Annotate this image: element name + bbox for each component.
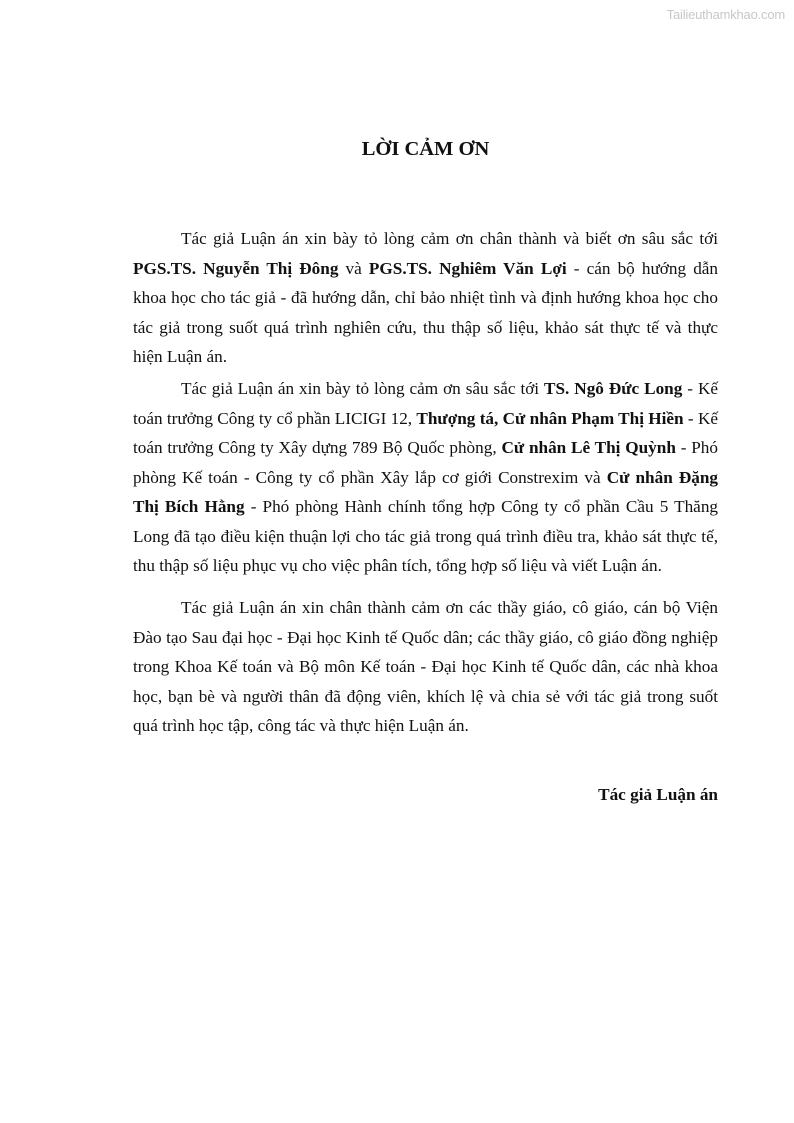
text-segment: Tác giả Luận án xin bày tỏ lòng cảm ơn chân thành và biết ơn sâu sắc tới [181,229,718,248]
text-segment: Tác giả Luận án xin bày tỏ lòng cảm ơn sâu sắc tới [181,379,545,398]
person-name: Cử nhân Lê Thị Quỳnh [501,438,676,457]
paragraph-institution [133,593,718,741]
text-segment: - Kế toán trưởng Công ty Xây dựng 789 Bộ Quốc phòng, [133,408,718,457]
text-segment: - Phó phòng Kế toán - Công ty cổ phần Xây lắp cơ giới Constrexim và [133,438,718,487]
person-name: TS. Ngô Đức Long [544,379,683,398]
advisor-name: PGS.TS. Nguyễn Thị Đông [133,258,339,278]
paragraph-companies [133,374,718,581]
text-segment: Tác giả Luận án xin chân thành cảm ơn các thầy giáo, cô giáo, cán bộ Viện Đào tạo Sau đại học - Đại học Kinh tế Quốc dân; các thầy giáo, cô giáo đồng nghiệp trong Khoa Kế toán và Bộ môn Kế toán - Đại học Kinh tế Quốc dân, các nhà khoa học, bạn bè và người thân đã động viên, khích lệ và chia sẻ với tác giả trong suốt quá trình học tập, công tác và thực hiện Luận án. [133,598,718,735]
text-segment: và [338,258,369,278]
paragraph-advisors [133,224,718,372]
text-segment: - Kế toán trưởng Công ty cổ phần LICIGI 12, [133,379,718,428]
text-segment: - Phó phòng Hành chính tổng hợp Công ty cổ phần Cầu 5 Thăng Long đã tạo điều kiện thuận lợi cho tác giả trong quá trình điều tra, khảo sát thực tế, thu thập số liệu phục vụ cho việc phân tích, tổng hợp số liệu và viết Luận án. [133,497,719,575]
text-segment: - cán bộ hướng dẫn khoa học cho tác giả - đã hướng dẫn, chỉ bảo nhiệt tình và định hướng khoa học cho tác giả trong suốt quá trình nghiên cứu, thu thập số liệu, khảo sát thực tế và thực hiện Luận án. [133,258,719,366]
watermark: Tailieuthamkhao.com [666,7,785,22]
signature: Tác giả Luận án [598,785,718,804]
page-title: LỜI CẢM ƠN [361,138,490,160]
person-name: Thượng tá, Cử nhân Phạm Thị Hiền [416,408,684,428]
person-name: Cử nhân Đặng Thị Bích Hằng [133,467,718,516]
advisor-name: PGS.TS. Nghiêm Văn Lợi [368,258,567,278]
